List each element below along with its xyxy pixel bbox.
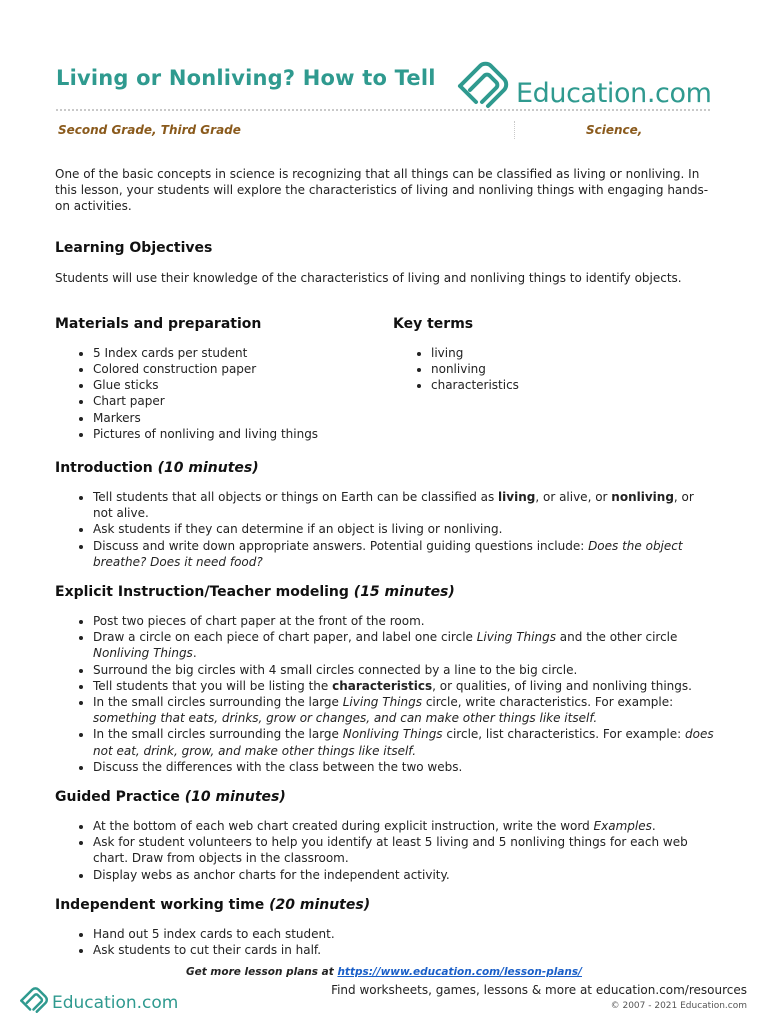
independent-work-list (55, 926, 715, 958)
materials-heading: Materials and preparation (55, 315, 262, 332)
list-item: • nonliving (431, 361, 693, 377)
paperclip-logo-icon (18, 984, 50, 1014)
list-item: • Post two pieces of chart paper at the front of the room. (93, 613, 715, 629)
introduction-list (55, 489, 715, 570)
footer-logo (18, 984, 179, 1018)
explicit-instruction-list (55, 613, 715, 775)
list-item: • Colored construction paper (93, 361, 393, 377)
copyright: © 2007 - 2021 Education.com (610, 1001, 747, 1011)
list-item: • In the small circles surrounding the large Nonliving Things circle, list characteristics. For example: does not eat, drink, grow, and make other things like itself. (93, 726, 715, 758)
section-time: (15 minutes) (353, 584, 455, 601)
intro-paragraph: One of the basic concepts in science is recognizing that all things can be classified as living or nonliving. In this lesson, your students will explore the characteristics of living and nonliving things with engaging hands-on activities. (55, 167, 709, 214)
list-item: • Surround the big circles with 4 small circles connected by a line to the big circle. (93, 662, 715, 678)
list-item: • Discuss and write down appropriate answers. Potential guiding questions include: Does the object breathe? Does it need food? (93, 538, 715, 570)
list-item: • Tell students that you will be listing the characteristics, or qualities, of living and nonliving things. (93, 678, 715, 694)
introduction-heading: Introduction (10 minutes) (55, 460, 259, 477)
materials-keyterms-section (55, 315, 715, 442)
guided-practice-heading: Guided Practice (10 minutes) (55, 789, 286, 806)
list-item: • Pictures of nonliving and living things (93, 426, 393, 442)
list-item: • Hand out 5 index cards to each student. (93, 926, 715, 942)
guided-practice-list (55, 818, 715, 883)
page-title: Living or Nonliving? How to Tell (56, 66, 436, 90)
list-item: • Glue sticks (93, 377, 393, 393)
list-item: • Draw a circle on each piece of chart paper, and label one circle Living Things and the other circle Nonliving Things. (93, 629, 715, 661)
list-item: • Discuss the differences with the class between the two webs. (93, 759, 715, 775)
list-item: • At the bottom of each web chart created during explicit instruction, write the word Examples. (93, 818, 715, 834)
brand-logo (454, 56, 716, 112)
list-item: • 5 Index cards per student (93, 345, 393, 361)
key-terms-column (393, 315, 693, 442)
header-divider (56, 109, 710, 111)
list-item: • characteristics (431, 377, 693, 393)
list-item: • Ask students to cut their cards in half. (93, 942, 715, 958)
list-item: • Ask for student volunteers to help you identify at least 5 living and 5 nonliving things for each web chart. Draw from objects in the classroom. (93, 834, 715, 866)
list-item: • living (431, 345, 693, 361)
materials-column (55, 315, 393, 442)
materials-list (55, 345, 393, 442)
list-item: • Display webs as anchor charts for the independent activity. (93, 867, 715, 883)
objectives-heading: Learning Objectives (55, 239, 213, 256)
footer-brand-name: Education.com (52, 993, 179, 1013)
section-time: (10 minutes) (157, 460, 259, 477)
section-time: (20 minutes) (269, 896, 371, 913)
section-time: (10 minutes) (184, 789, 286, 806)
independent-work-heading: Independent working time (20 minutes) (55, 896, 371, 913)
footer-more-lessons: Get more lesson plans at https://www.education.com/lesson-plans/ (186, 966, 582, 978)
list-item: • Ask students if they can determine if an object is living or nonliving. (93, 521, 715, 537)
brand-name: Education.com (516, 78, 712, 109)
subject: Science, (586, 123, 643, 137)
list-item: • Tell students that all objects or things on Earth can be classified as living, or alive, or nonliving, or not alive. (93, 489, 715, 521)
objectives-text: Students will use their knowledge of the characteristics of living and nonliving things to identify objects. (55, 270, 682, 285)
paperclip-logo-icon (454, 56, 512, 110)
footer-resources-text: Find worksheets, games, lessons & more at education.com/resources (331, 983, 747, 997)
lesson-content (55, 166, 715, 958)
key-terms-heading: Key terms (393, 315, 474, 332)
grade-levels: Second Grade, Third Grade (58, 123, 241, 137)
list-item: • In the small circles surrounding the large Living Things circle, write characteristics. For example: something that eats, drinks, grow or changes, and can make other things like itself. (93, 694, 715, 726)
meta-divider (514, 121, 515, 139)
lesson-plans-link[interactable]: https://www.education.com/lesson-plans/ (337, 966, 582, 978)
explicit-instruction-heading: Explicit Instruction/Teacher modeling (15 minutes) (55, 584, 455, 601)
key-terms-list (393, 345, 693, 394)
list-item: • Chart paper (93, 393, 393, 409)
list-item: • Markers (93, 410, 393, 426)
